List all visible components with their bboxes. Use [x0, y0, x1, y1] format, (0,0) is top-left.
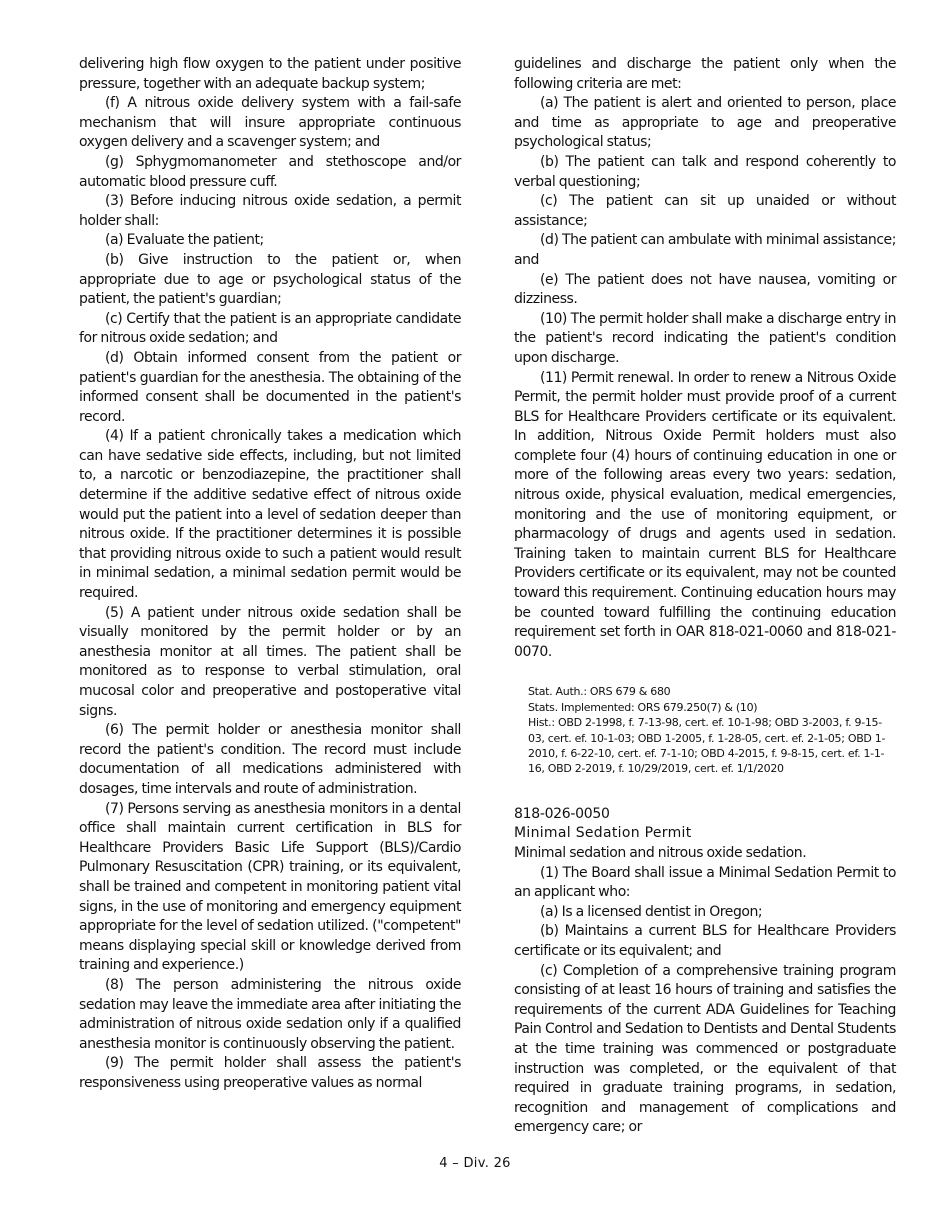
paragraph: (7) Persons serving as anesthesia monitors in a dental office shall maintain current certification in BLS for Healthcare Providers Basic Life Support (BLS)/Cardio Pulmonary Resuscitation (CPR) training, or its equivalent, shall be trained and competent in monitoring patient vital signs, in the use of monitoring and emergency equipment appropriate for the level of sedation utilized. ("competent" means displaying special skill or knowledge derived from training and experience.)	[79, 800, 461, 974]
page-footer: 4 – Div. 26	[439, 1156, 511, 1171]
stat-history: Hist.: OBD 2-1998, f. 7-13-98, cert. ef. 10-1-98; OBD 3-2003, f. 9-15-03, cert. ef. 10-1-03; OBD 1-2005, f. 1-28-05, cert. ef. 2-1-05; OBD 1-2010, f. 6-22-10, cert. ef. 7-1-10; OBD 4-2015, f. 9-8-15, cert. ef. 1-1-16, OBD 2-2019, f. 10/29/2019, cert. ef. 1/1/2020	[528, 716, 886, 776]
paragraph: (9) The permit holder shall assess the patient's responsiveness using preoperative values as normal	[79, 1055, 461, 1091]
paragraph: Minimal sedation and nitrous oxide sedation.	[514, 845, 807, 862]
paragraph: (a) Is a licensed dentist in Oregon;	[540, 903, 763, 920]
paragraph: (6) The permit holder or anesthesia monitor shall record the patient's condition. The record must include documentation of all medications administered with dosages, time intervals and route of administration.	[79, 722, 461, 797]
paragraph: (a) Evaluate the patient;	[105, 232, 264, 249]
right-column-bottom-text	[514, 844, 896, 1138]
paragraph: (f) A nitrous oxide delivery system with a fail-safe mechanism that will insure appropriate continuous oxygen delivery and a scavenger system; and	[79, 95, 461, 151]
paragraph: (c) The patient can sit up unaided or without assistance;	[514, 193, 896, 229]
paragraph: (b) The patient can talk and respond coherently to verbal questioning;	[514, 153, 896, 190]
paragraph: (3) Before inducing nitrous oxide sedation, a permit holder shall:	[79, 193, 461, 229]
paragraph: (b) Maintains a current BLS for Healthcare Providers certificate or its equivalent; and	[514, 923, 896, 959]
paragraph: (b) Give instruction to the patient or, when appropriate due to age or psychological status of the patient, the patient's guardian;	[79, 251, 461, 308]
paragraph: (11) Permit renewal. In order to renew a Nitrous Oxide Permit, the permit holder must provide proof of a current BLS for Healthcare Providers certificate or its equivalent. In addition, Nitrous Oxide Permit holders must also complete four (4) hours of continuing education in one or more of the following areas every two years: sedation, nitrous oxide, physical evaluation, medical emergencies, monitoring and the use of monitoring equipment, or pharmacology of drugs and agents used in sedation. Training taken to maintain current BLS for Healthcare Providers certificate or its equivalent, may not be counted toward this requirement. Continuing education hours may be counted toward fulfilling the continuing education requirement set forth in OAR 818-021-0060 and 818-021-0070.	[514, 369, 896, 660]
paragraph: (c) Completion of a comprehensive training program consisting of at least 16 hours of training and satisfies the requirements of the current ADA Guidelines for Teaching Pain Control and Sedation to Dentists and Dental Students at the time training was commenced or postgraduate instruction was completed, or the equivalent of that required in graduate training programs, in sedation, recognition and management of complications and emergency care; or	[514, 962, 896, 1136]
paragraph: (g) Sphygmomanometer and stethoscope and/or automatic blood pressure cuff.	[79, 153, 461, 190]
paragraph: (c) Certify that the patient is an appropriate candidate for nitrous oxide sedation; and	[79, 310, 461, 347]
paragraph: (a) The patient is alert and oriented to person, place and time as appropriate to age and preoperative psychological status;	[514, 95, 896, 151]
rule-number: 818-026-0050	[514, 805, 610, 822]
paragraph: (8) The person administering the nitrous oxide sedation may leave the immediate area after initiating the administration of nitrous oxide sedation only if a qualified anesthesia monitor is continuously observing the patient.	[79, 976, 461, 1052]
paragraph: (10) The permit holder shall make a discharge entry in the patient's record indicating the patient's condition upon discharge.	[514, 310, 896, 366]
paragraph: delivering high flow oxygen to the patient under positive pressure, together with an adequate backup system;	[79, 56, 461, 92]
statutory-authority-block	[514, 684, 896, 776]
paragraph: (d) The patient can ambulate with minimal assistance; and	[514, 232, 896, 268]
stat-implemented: Stats. Implemented: ORS 679.250(7) & (10)	[528, 700, 758, 714]
paragraph: (d) Obtain informed consent from the patient or patient's guardian for the anesthesia. The obtaining of the informed consent shall be documented in the patient's record.	[79, 349, 461, 425]
stat-auth: Stat. Auth.: ORS 679 & 680	[528, 685, 671, 699]
paragraph: (5) A patient under nitrous oxide sedation shall be visually monitored by the permit holder or by an anesthesia monitor at all times. The patient shall be monitored as to response to verbal stimulation, oral mucosal color and preoperative and postoperative vital signs.	[79, 604, 461, 719]
paragraph: guidelines and discharge the patient only when the following criteria are met:	[514, 56, 896, 92]
left-column	[79, 55, 461, 1093]
paragraph: (e) The patient does not have nausea, vomiting or dizziness.	[514, 271, 896, 308]
right-column-top-text	[514, 55, 896, 662]
right-column	[514, 55, 896, 1138]
rule-title: Minimal Sedation Permit	[514, 825, 692, 842]
paragraph: (4) If a patient chronically takes a medication which can have sedative side effects, including, but not limited to, a narcotic or benzodiazepine, the practitioner shall determine if the additive sedative effect of nitrous oxide would put the patient into a level of sedation deeper than nitrous oxide. If the practitioner determines it is possible that providing nitrous oxide to such a patient would result in minimal sedation, a minimal sedation permit would be required.	[79, 428, 461, 602]
paragraph: (1) The Board shall issue a Minimal Sedation Permit to an applicant who:	[514, 864, 896, 901]
